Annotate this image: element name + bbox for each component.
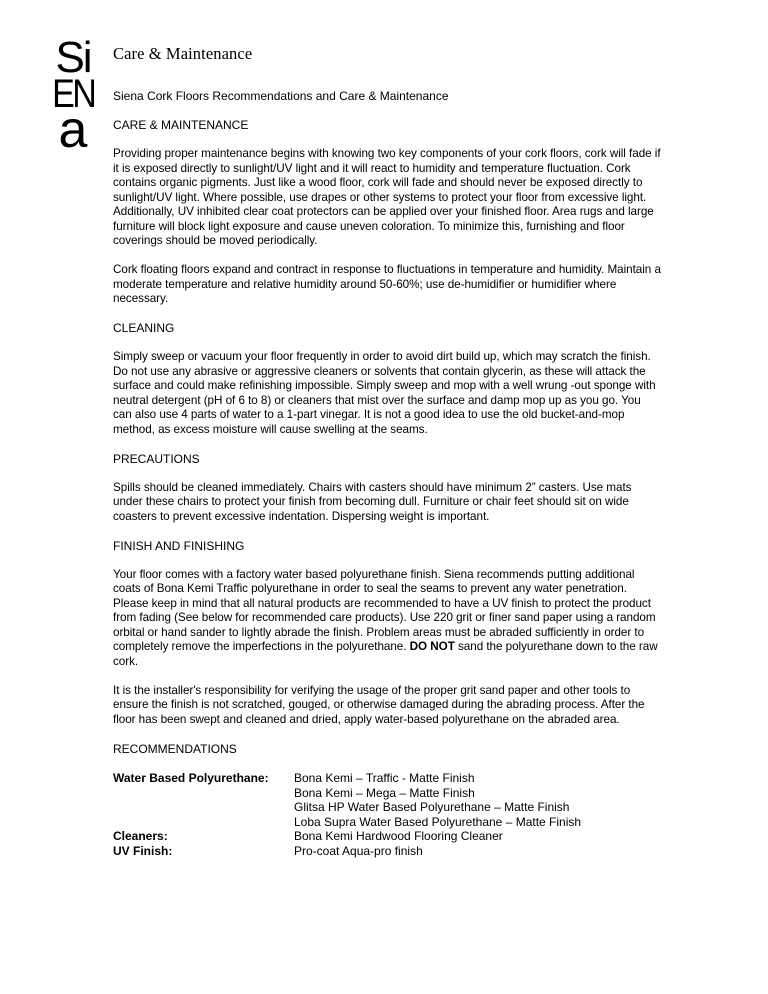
document-body	[113, 43, 661, 858]
recommendation-item: Pro-coat Aqua-pro finish	[294, 843, 423, 858]
recommendation-item: Bona Kemi – Mega – Matte Finish	[294, 785, 475, 800]
heading-cleaning: CLEANING	[113, 321, 175, 336]
heading-finish: FINISH AND FINISHING	[113, 538, 245, 553]
page-title: Care & Maintenance	[113, 44, 253, 63]
document-subtitle: Siena Cork Floors Recommendations and Care & Maintenance	[113, 89, 449, 103]
recommendation-values	[294, 844, 661, 859]
finish-text-b: sand the polyurethane down to the raw cork.	[113, 640, 658, 668]
heading-care-maintenance: CARE & MAINTENANCE	[113, 118, 249, 133]
recommendation-values	[294, 771, 661, 829]
recommendation-label: Cleaners:	[113, 829, 168, 844]
recommendation-row	[113, 771, 661, 829]
heading-precautions: PRECAUTIONS	[113, 451, 200, 466]
finish-paragraph-1	[113, 568, 661, 670]
finish-text-a: Your floor comes with a factory water based polyurethane finish. Siena recommends putting additional coats of Bona Kemi Traffic polyurethane in order to seal the seams to prevent any water penetration. Please keep in mind that all natural products are recommended to have a UV finish to protect the product from fading (See below for recommended care products). Use 220 grit or finer sand paper using a random orbital or hand sander to lightly abrade the finish. Problem areas must be abraded sufficiently in order to completely remove the imperfections in the polyurethane.	[113, 567, 656, 654]
do-not-emphasis: DO NOT	[409, 640, 455, 654]
logo-letters-a: a	[58, 101, 88, 159]
siena-logo	[48, 33, 98, 159]
recommendation-item: Bona Kemi – Traffic - Matte Finish	[294, 771, 475, 786]
finish-paragraph-2: It is the installer's responsibility for verifying the usage of the proper grit sand paper and other tools to ensure the finish is not scratched, gouged, or otherwise damaged during the abrading process. After the floor has been swept and cleaned and dried, apply water-based polyurethane on the abraded area.	[113, 683, 645, 726]
care-paragraph-1: Providing proper maintenance begins with knowing two key components of your cork floors, cork will fade if it is exposed directly to sunlight/UV light and it will react to humidity and temperature fluctuation. Cork contains organic pigments. Just like a wood floor, cork will fade and should never be exposed directly to sunlight/UV light. Where possible, use drapes or other systems to protect your floor from excessive light. Additionally, UV inhibited clear coat protectors can be applied over your finished floor. Area rugs and large furniture will block light exposure and cause uneven coloration. To minimize this, furnishing and floor coverings should be moved periodically.	[113, 147, 661, 248]
recommendations-table	[113, 771, 661, 858]
recommendation-row	[113, 829, 661, 844]
precautions-paragraph: Spills should be cleaned immediately. Chairs with casters should have minimum 2” casters. Use mats under these chairs to protect your finish from becoming dull. Furniture or chair feet should sit on wide coasters to prevent excessive indentation. Dispersing weight is important.	[113, 480, 632, 523]
cleaning-paragraph: Simply sweep or vacuum your floor frequently in order to avoid dirt build up, which may scratch the finish. Do not use any abrasive or aggressive cleaners or solvents that contain glycerin, as these will attack the surface and could make refinishing impossible. Simply sweep and mop with a well wrung -out sponge with neutral detergent (pH of 6 to 8) or cleaners that mist over the surface and damp mop up as you go. You can also use 4 parts of water to a 1-part vinegar. It is not a good idea to use the old bucket-and-mop method, as excess moisture will cause swelling at the seams.	[113, 350, 656, 436]
logo-letters-en: EN	[52, 72, 95, 116]
recommendation-item: Loba Supra Water Based Polyurethane – Matte Finish	[294, 814, 582, 829]
recommendation-item: Glitsa HP Water Based Polyurethane – Matte Finish	[294, 800, 570, 815]
recommendation-label: UV Finish:	[113, 843, 173, 858]
care-paragraph-2: Cork floating floors expand and contract in response to fluctuations in temperature and humidity. Maintain a moderate temperature and relative humidity around 50-60%; use de-humidifier or humidifier where necessary.	[113, 263, 661, 306]
logo-letters-si: Si	[55, 33, 91, 82]
heading-recommendations: RECOMMENDATIONS	[113, 741, 237, 756]
recommendation-values	[294, 829, 661, 844]
recommendation-row	[113, 844, 661, 859]
recommendation-label: Water Based Polyurethane:	[113, 771, 269, 786]
recommendation-item: Bona Kemi Hardwood Flooring Cleaner	[294, 829, 503, 844]
